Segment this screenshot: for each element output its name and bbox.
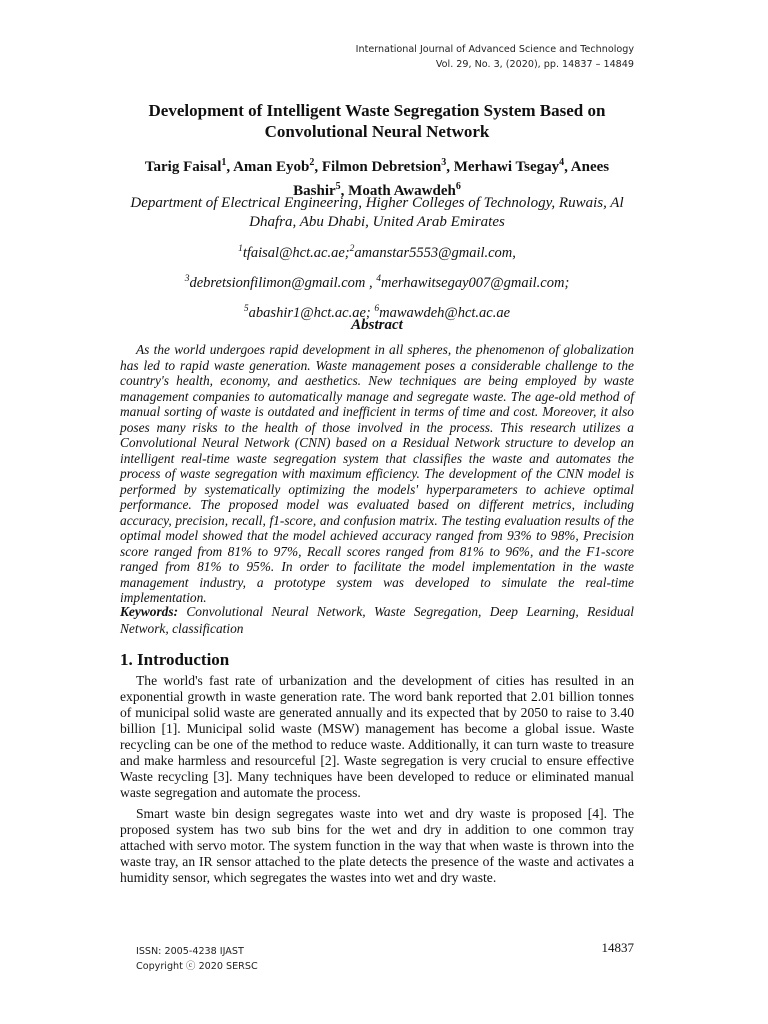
journal-header [356, 42, 634, 72]
author-separator: , [314, 159, 322, 175]
email-sup: 1 [238, 244, 243, 254]
email-line [120, 236, 634, 266]
keywords [120, 603, 634, 637]
intro-paragraph-2: Smart waste bin design segregates waste into wet and dry waste is proposed [4]. The proposed system has two sub bins for the wet and dry in addition to one common tray attached with servo motor. The system function in the way that when waste is thrown into the waste tray, an IR sensor attached to the plate detects the presence of the waste and activates a humidity sensor, which segregates the wastes into wet and dry waste. [120, 806, 634, 885]
author-sup: 2 [309, 157, 315, 168]
author-name: Anees Bashir [293, 159, 610, 199]
author-sup: 1 [221, 157, 227, 168]
copyright-text: Copyright ⓒ 2020 SERSC [136, 961, 258, 972]
email-line [120, 266, 634, 296]
email-sup: 2 [349, 244, 355, 254]
email-address[interactable]: abashir1@hct.ac.ae; [248, 304, 375, 321]
author [145, 159, 233, 175]
footer-issn [136, 944, 258, 974]
journal-name: International Journal of Advanced Science and Technology [355, 44, 634, 55]
page-number: 14837 [601, 940, 634, 955]
author-sup: 4 [559, 157, 565, 168]
keywords-label: Keywords: [120, 604, 179, 619]
author-name: Filmon Debretsion [321, 159, 442, 175]
author [233, 159, 322, 175]
email-address[interactable]: tfaisal@hct.ac.ae; [242, 244, 350, 261]
author-sup: 5 [335, 181, 341, 192]
email-sup: 5 [243, 303, 249, 314]
author-separator: , [226, 159, 234, 175]
email-block [120, 236, 634, 325]
journal-volume: Vol. 29, No. 3, (2020), pp. 14837 – 14849 [435, 59, 634, 70]
author [454, 159, 571, 175]
section-heading-introduction: 1. Introduction [120, 650, 230, 669]
author-name: Tarig Faisal [144, 159, 222, 175]
issn-text: ISSN: 2005-4238 IJAST [136, 946, 244, 957]
email-address[interactable]: merhawitsegay007@gmail.com; [381, 274, 570, 291]
author-separator: , [564, 159, 571, 175]
intro-paragraph-1: The world's fast rate of urbanization and the development of cities has resulted in an exponential growth in waste generation rate. The word bank reported that 2.01 billion tonnes of municipal solid waste are generated annually and its expected that by 2050 to raise to 3.40 billion [1]. Municipal solid waste (MSW) management has become a global issue. Waste recycling can be one of the method to reduce waste. Additionally, it can turn waste to treasure and make harmless and resourceful [2]. Waste segregation is very crucial to ensure effective Waste recycling [3]. Many techniques have been developed to reduce or eliminated manual waste segregation and automate the process. [120, 673, 634, 800]
author [322, 159, 454, 175]
email-address[interactable]: debretsionfilimon@gmail.com , [189, 274, 377, 291]
email-sup: 3 [184, 273, 190, 284]
keywords-text: Convolutional Neural Network, Waste Segregation, Deep Learning, Residual Network, classification [120, 604, 634, 636]
affiliation: Department of Electrical Engineering, Higher Colleges of Technology, Ruwais, Al Dhafra, Abu Dhabi, United Arab Emirates [130, 195, 624, 230]
author-name: Moath Awawdeh [348, 183, 456, 199]
email-sup: 6 [374, 303, 380, 314]
author-separator: , [446, 159, 454, 175]
abstract-text: As the world undergoes rapid development in all spheres, the phenomenon of globalization has led to rapid waste generation. Waste management poses a considerable challenge to the country's health, economy, and aesthetics. New techniques are being employed by waste management companies to automatically manage and segregate waste. The age-old method of manual sorting of waste is outdated and inefficient in terms of time and cost. Moreover, it also poses many risks to the health of those involved in the process. This research utilizes a Convolutional Neural Network (CNN) based on a Residual Network structure to develop an intelligent real-time waste segregation system that classifies the waste and automates the process of waste segregation with maximum efficiency. The development of the CNN model is performed by systematically optimizing the models' hyperparameters to achieve optimal performance. The proposed model was evaluated based on different metrics, including accuracy, precision, recall, f1-score, and confusion matrix. The testing evaluation results of the optimal model showed that the model achieved accuracy ranged from 93% to 98%, Precision score ranged from 81% to 97%, Recall scores ranged from 81% to 96%, and the F1-score ranged from 81% to 95%. In order to facilitate the model implementation in the waste management industry, a prototype system was developed to simulate the real-time implementation. [120, 342, 634, 605]
author-sup: 3 [441, 157, 447, 168]
email-address[interactable]: mawawdeh@hct.ac.ae [379, 304, 511, 321]
email-address[interactable]: amanstar5553@gmail.com, [354, 244, 516, 261]
paper-title: Development of Intelligent Waste Segregation System Based on Convolutional Neural Network [148, 101, 606, 141]
abstract-heading: Abstract [351, 317, 403, 333]
author-name: Aman Eyob [233, 159, 310, 175]
email-sup: 4 [376, 273, 382, 284]
author-sup: 6 [455, 181, 461, 192]
author-name: Merhawi Tsegay [453, 159, 560, 175]
author-separator: , [340, 183, 349, 199]
